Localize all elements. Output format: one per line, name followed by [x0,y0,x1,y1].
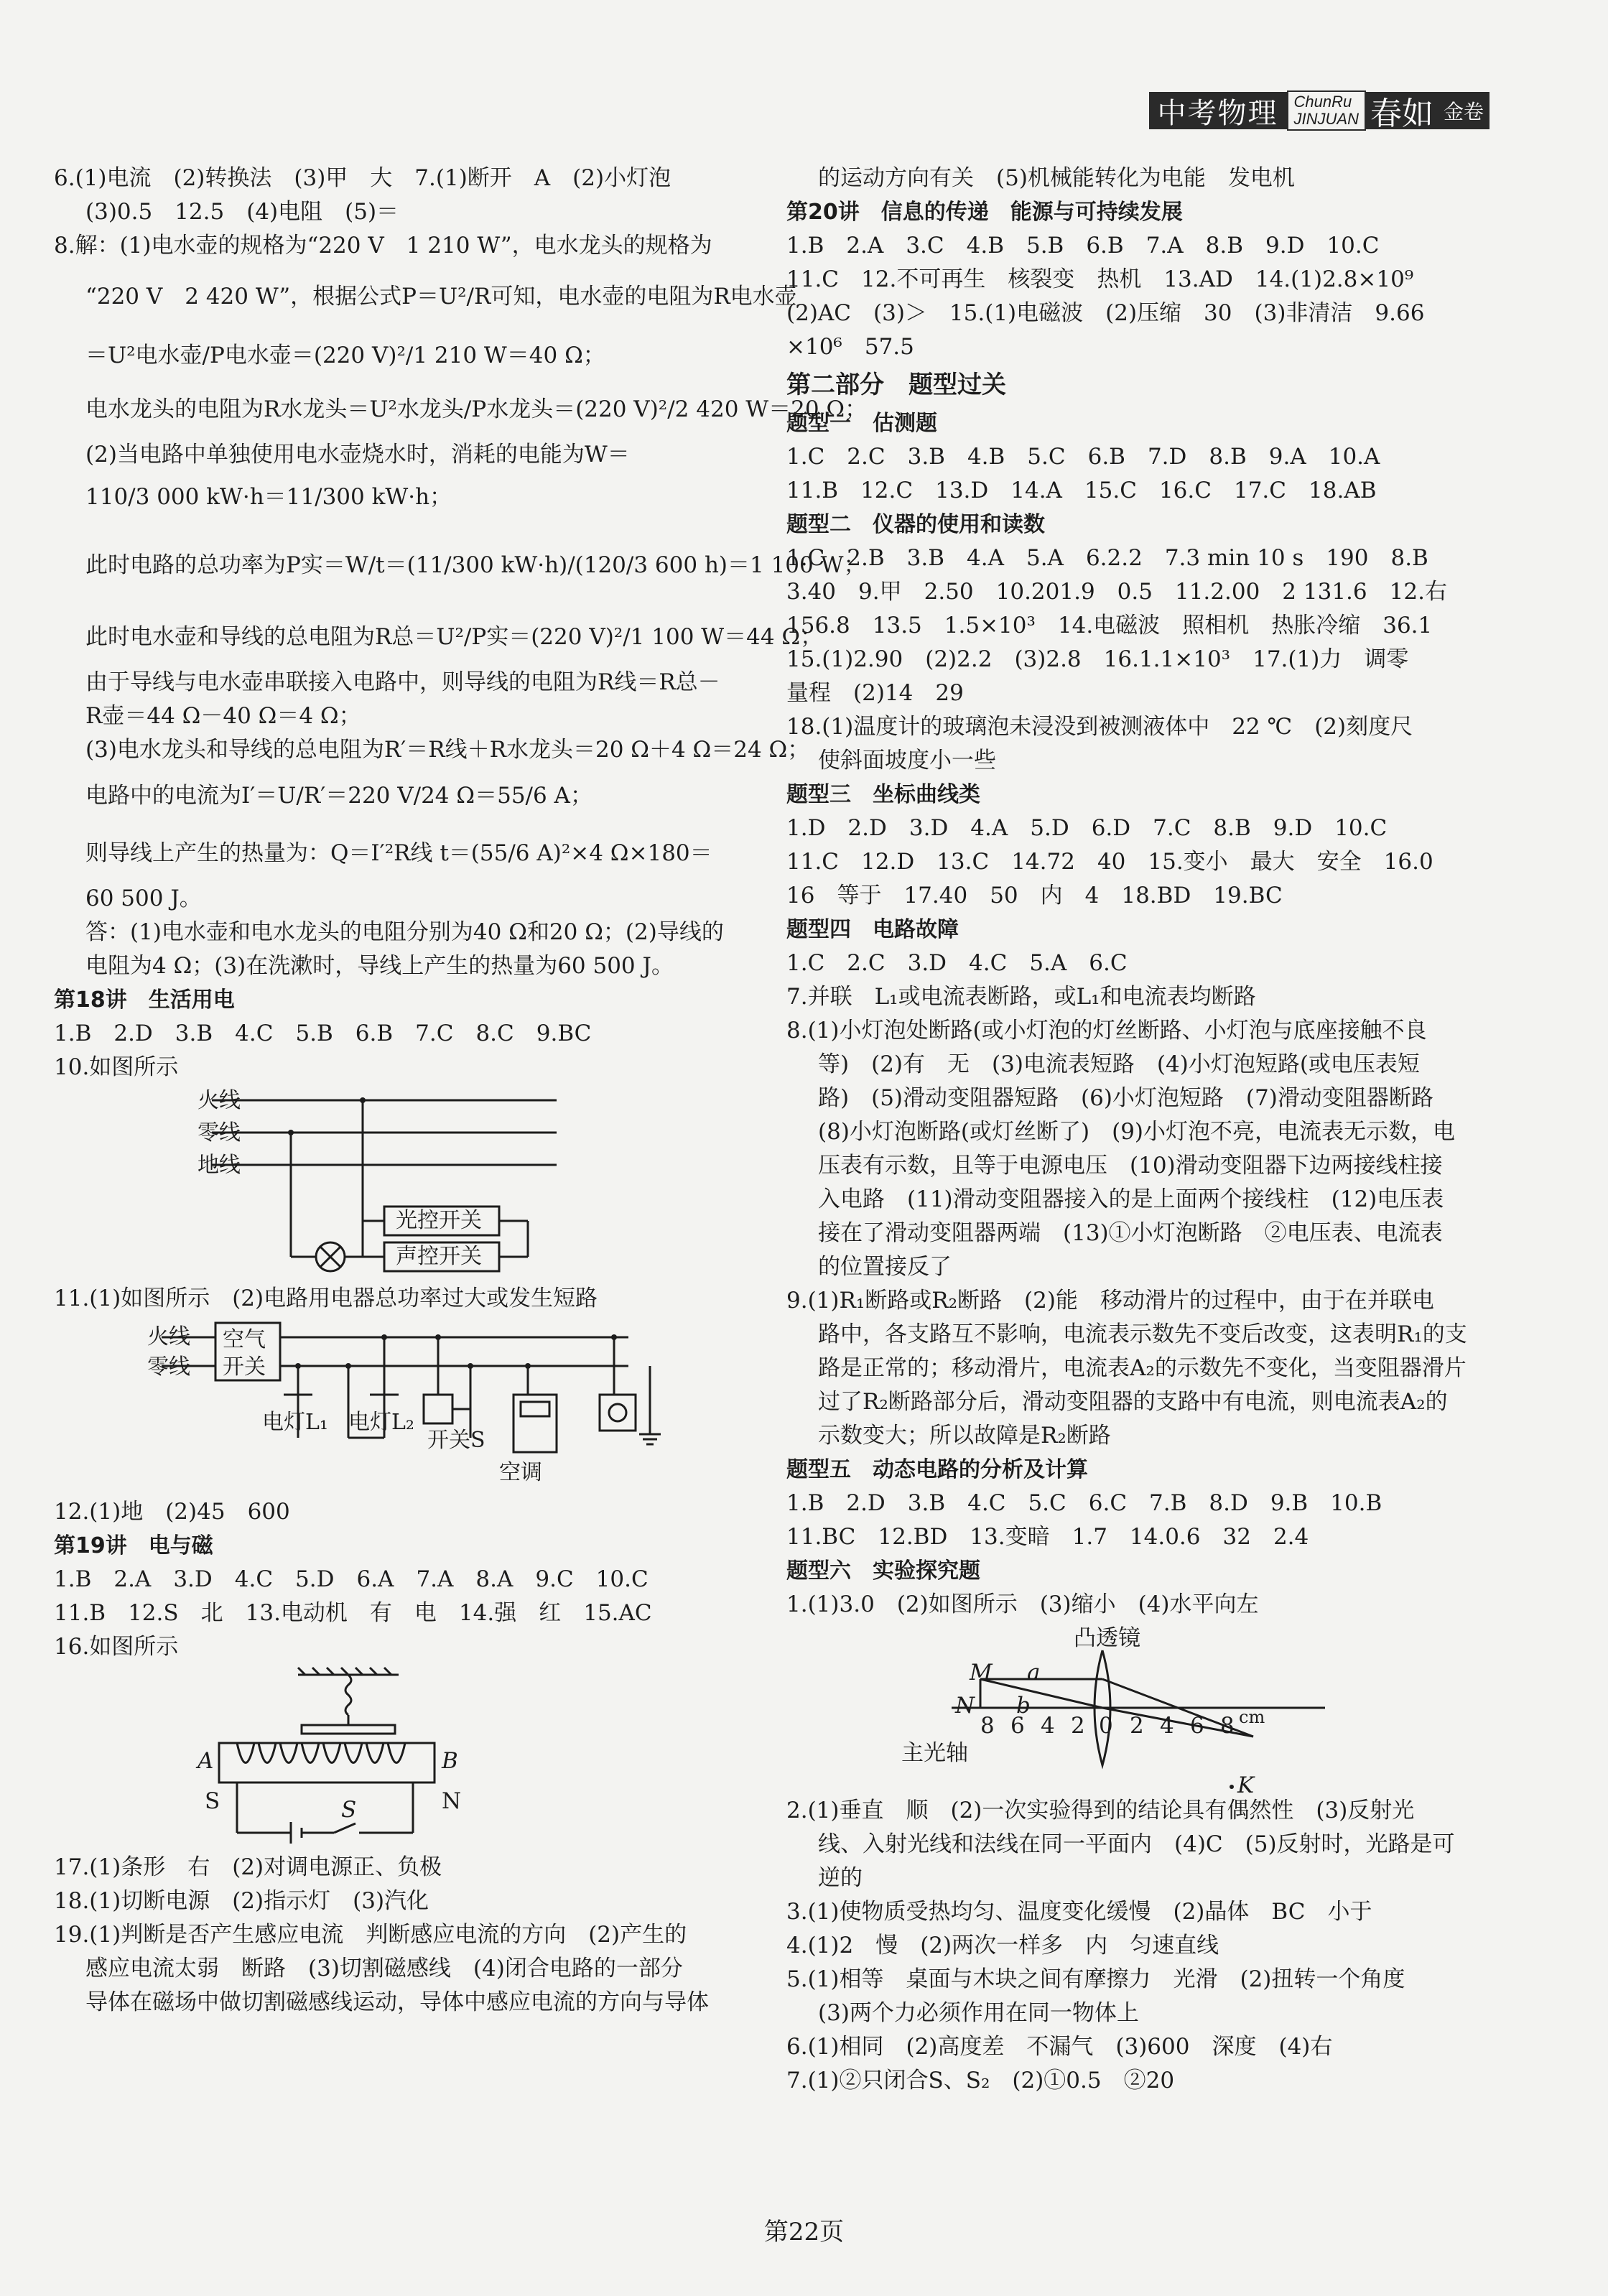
answer-line: 12.(1)地 (2)45 600 [54,1499,290,1525]
ray-a-label: a [1027,1660,1041,1686]
answer-line: 11.BC 12.BD 13.变暗 1.7 14.0.6 32 2.4 [786,1524,1309,1550]
answer-line: “220 V 2 420 W”，根据公式P＝U²/R可知，电水壶的电阻为R电水壶 [85,284,797,310]
answer-line: 7.并联 L₁或电流表断路，或L₁和电流表均断路 [786,984,1256,1010]
answer-line: 2.(1)垂直 顺 (2)一次实验得到的结论具有偶然性 (3)反射光 [786,1798,1415,1823]
answer-line: 的运动方向有关 (5)机械能转化为电能 发电机 [818,165,1295,191]
answer-line: 1.B 2.D 3.B 4.C 5.B 6.B 7.C 8.C 9.BC [54,1021,592,1046]
answer-line: 电路中的电流为I′＝U/R′＝220 V/24 Ω＝55/6 A； [85,783,592,809]
answer-line: 17.(1)条形 右 (2)对调电源正、负极 [54,1854,442,1880]
answer-line: 5.(1)相等 桌面与木块之间有摩擦力 光滑 (2)扭转一个角度 [786,1966,1405,1992]
answer-line: 则导线上产生的热量为：Q＝I′²R线 t＝(55/6 A)²×4 Ω×180＝ [85,840,712,866]
answer-line: 逆的 [818,1865,863,1891]
part-two-title: 第二部分 题型过关 [786,371,1006,399]
neutral-wire-label: 零线 [147,1354,190,1380]
lens-figure [786,1622,1433,1798]
switch-s-label: 开关S [427,1428,485,1453]
answer-line: 11.C 12.D 13.C 14.72 40 15.变小 最大 安全 16.0 [786,849,1433,875]
tick-label: 4 [1160,1713,1174,1739]
answer-line: 路) (5)滑动变阻器短路 (6)小灯泡短路 (7)滑动变阻器断路 [818,1085,1433,1111]
end-b-label: B [442,1748,458,1774]
answer-line: 入电路 (11)滑动变阻器接入的是上面两个接线柱 (12)电压表 [818,1186,1444,1212]
socket-box [600,1395,636,1431]
answer-line: 1.C 2.C 3.B 4.B 5.C 6.B 7.D 8.B 9.A 10.A [786,444,1380,470]
ray-b-label: b [1016,1693,1031,1719]
answer-line: 16 等于 17.40 50 内 4 18.BD 19.BC [786,883,1283,908]
neutral-wire-label: 零线 [197,1120,241,1145]
answer-line: 答：(1)电水壶和电水龙头的电阻分别为40 Ω和20 Ω；(2)导线的 [85,919,724,945]
page-number: 第22页 [763,2218,845,2246]
type-1-title: 题型一 估测题 [786,411,937,436]
answer-line: 路是正常的；移动滑片，电流表A₂的示数先不变化，当变阻器滑片 [818,1355,1467,1381]
junction-dot [381,1334,387,1340]
tick-label: 6 [1010,1713,1025,1739]
answer-line: 电水龙头的电阻为R水龙头＝U²水龙头/P水龙头＝(220 V)²/2 420 W＝20 Ω； [85,396,868,422]
answer-line: 11.(1)如图所示 (2)电路用电器总功率过大或发生短路 [54,1286,598,1311]
type-4-title: 题型四 电路故障 [786,917,959,942]
answer-line: 156.8 13.5 1.5×10³ 14.电磁波 照相机 热胀冷缩 36.1 [786,613,1433,638]
answer-line: 8.(1)小灯泡处断路(或小灯泡的灯丝断路、小灯泡与底座接触不良 [786,1018,1427,1044]
answer-line: 7.(1)②只闭合S、S₂ (2)①0.5 ②20 [786,2068,1175,2093]
answer-line: 1.C 2.C 3.D 4.C 5.A 6.C [786,950,1128,976]
answer-line: 压表有示数，且等于电源电压 (10)滑动变阻器下边两接线柱接 [818,1153,1443,1179]
tick-label: 8 [1220,1713,1235,1739]
answer-line: 电阻为4 Ω；(3)在洗漱时，导线上产生的热量为60 500 J。 [85,953,674,979]
answer-line: 等) (2)有 无 (3)电流表短路 (4)小灯泡短路(或电压表短 [818,1051,1420,1077]
point-n-label: N [955,1693,975,1719]
ac-panel [521,1402,549,1416]
lecture-20-title: 第20讲 信息的传递 能源与可持续发展 [786,200,1183,225]
answer-line: (8)小灯泡断路(或灯丝断了) (9)小灯泡不亮，电流表无示数，电 [818,1119,1456,1145]
unit-label: cm [1239,1707,1265,1727]
subject-label: 中考物理 [1157,96,1278,130]
answer-line: 1.B 2.A 3.C 4.B 5.B 6.B 7.A 8.B 9.D 10.C [786,233,1380,259]
answer-line: 11.B 12.C 13.D 14.A 15.C 16.C 17.C 18.AB [786,478,1377,503]
end-a-label: A [197,1748,214,1774]
junction-dot [435,1334,441,1340]
answer-line: 15.(1)2.90 (2)2.2 (3)2.8 16.1.1×10³ 17.(1)力 调零 [786,646,1409,672]
junction-dot [360,1097,366,1103]
spring [345,1675,351,1715]
figure-10-circuit [54,1084,557,1282]
answer-line: 6.(1)相同 (2)高度差 不漏气 (3)600 深度 (4)右 [786,2034,1333,2060]
junction-dot [288,1130,294,1135]
answer-line: 4.(1)2 慢 (2)两次一样多 内 匀速直线 [786,1933,1219,1958]
answer-line: 3.40 9.甲 2.50 10.201.9 0.5 11.2.00 2 131.6 12.右 [786,579,1447,605]
figure-16-electromagnet [54,1664,557,1851]
lamp-1-label: 电灯L₁ [262,1410,328,1435]
type-3-title: 题型三 坐标曲线类 [786,782,980,807]
answer-line: 感应电流太弱 断路 (3)切割磁感线 (4)闭合电路的一部分 [85,1956,683,1981]
n-pole-label: N [442,1788,462,1814]
right-column [786,162,1512,2098]
answer-line: 路中，各支路互不影响，电流表示数先不变后改变，这表明R₁的支 [818,1321,1467,1347]
logo-chars: 春如 [1370,96,1433,132]
ray-b [980,1679,1102,1708]
socket-hole [609,1404,626,1421]
live-wire-label: 火线 [147,1324,190,1349]
air-switch-label-1: 空气 [223,1327,266,1352]
point-k [1230,1785,1234,1789]
answer-line: 导体在磁场中做切割磁感线运动，导体中感应电流的方向与导体 [85,1989,709,2015]
answer-line: R壶＝44 Ω－40 Ω＝4 Ω； [85,703,361,729]
answer-line: 11.B 12.S 北 13.电动机 有 电 14.强 红 15.AC [54,1600,652,1626]
answer-line: (2)AC (3)＞ 15.(1)电磁波 (2)压缩 30 (3)非清洁 9.66 [786,300,1425,326]
answer-line: 10.如图所示 [54,1054,179,1080]
answer-line: 110/3 000 kW·h＝11/300 kW·h； [85,484,452,510]
junction-dot [525,1363,531,1369]
brand-bottom: JINJUAN [1293,110,1359,128]
figure-16-svg [54,1664,557,1851]
figure-11-circuit [54,1316,700,1495]
answer-line: 此时电水壶和导线的总电阻为R总＝U²/P实＝(220 V)²/1 100 W＝44 Ω； [85,624,823,650]
tick-label: 6 [1190,1713,1204,1739]
ac-label: 空调 [499,1460,542,1485]
point-k-label: K [1237,1772,1255,1798]
type-5-title: 题型五 动态电路的分析及计算 [786,1457,1088,1482]
answer-line: (3)两个力必须作用在同一物体上 [818,2000,1139,2026]
brand-top: ChunRu [1293,93,1352,111]
lecture-19-title: 第19讲 电与磁 [54,1533,213,1558]
answer-line: 过了R₂断路部分后，滑动变阻器的支路中有电流，则电流表A₂的 [818,1389,1448,1415]
answer-line: 接在了滑动变阻器两端 (13)①小灯泡断路 ②电压表、电流表 [818,1220,1443,1246]
lecture-18-title: 第18讲 生活用电 [54,987,235,1013]
junction-dot [468,1363,473,1369]
answer-line: 16.如图所示 [54,1634,179,1660]
answer-line: 的位置接反了 [818,1254,952,1280]
answer-line: 3.(1)使物质受热均匀、温度变化缓慢 (2)晶体 BC 小于 [786,1899,1372,1925]
series-label: 金卷 [1443,100,1484,124]
junction-dot [345,1363,351,1369]
tick-label: 8 [980,1713,995,1739]
answer-line: 量程 (2)14 29 [786,680,964,706]
tick-label: 4 [1041,1713,1055,1739]
coil [237,1743,405,1763]
answer-line: 1.C 2.B 3.B 4.A 5.A 6.2.2 7.3 min 10 s 190 8.B [786,545,1428,571]
type-6-title: 题型六 实验探究题 [786,1558,980,1584]
brand-mark [1287,90,1366,131]
switch-label: S [341,1797,357,1823]
answer-line: 1.B 2.D 3.B 4.C 5.C 6.C 7.B 8.D 9.B 10.B [786,1490,1382,1516]
answer-line: 1.(1)3.0 (2)如图所示 (3)缩小 (4)水平向左 [786,1591,1259,1617]
core [219,1743,434,1783]
lens-label: 凸透镜 [1074,1625,1140,1651]
ground-wire-label: 地线 [197,1153,241,1178]
answer-line: 此时电路的总功率为P实＝W/t＝(11/300 kW·h)/(120/3 600 h)＝1 100 W； [85,552,866,578]
answer-line: 1.D 2.D 3.D 4.A 5.D 6.D 7.C 8.B 9.D 10.C [786,815,1388,841]
answer-line: (2)当电路中单独使用电水壶烧水时，消耗的电能为W＝ [85,442,630,468]
answer-line: ×10⁶ 57.5 [786,334,914,360]
air-switch-label-2: 开关 [223,1354,266,1380]
answer-line: ＝U²电水壶/P电水壶＝(220 V)²/1 210 W＝40 Ω； [85,343,605,368]
answer-line: 线、入射光线和法线在同一平面内 (4)C (5)反射时，光路是可 [818,1831,1455,1857]
s-pole-label: S [205,1788,220,1814]
answer-line: (3)0.5 12.5 (4)电阻 (5)＝ [85,199,399,225]
tick-label: 2 [1071,1713,1085,1739]
answer-line: 由于导线与电水壶串联接入电路中，则导线的电阻为R线＝R总－ [85,669,720,695]
answer-line: (3)电水龙头和导线的总电阻为R′＝R线＋R水龙头＝20 Ω＋4 Ω＝24 Ω； [85,737,810,763]
answer-line: 60 500 J。 [85,886,202,911]
axis-label: 主光轴 [901,1740,968,1766]
answer-line: 示数变大；所以故障是R₂断路 [818,1423,1111,1449]
tick-label: 2 [1130,1713,1144,1739]
live-wire-label: 火线 [197,1088,241,1113]
sound-switch-label: 声控开关 [396,1244,482,1269]
answer-line: 19.(1)判断是否产生感应电流 判断感应电流的方向 (2)产生的 [54,1922,687,1948]
point-m-label: M [970,1660,993,1686]
answer-line: 8.解：(1)电水壶的规格为“220 V 1 210 W”，电水龙头的规格为 [54,233,712,259]
answer-line: 9.(1)R₁断路或R₂断路 (2)能 移动滑片的过程中，由于在并联电 [786,1288,1434,1314]
answer-line: 6.(1)电流 (2)转换法 (3)甲 大 7.(1)断开 A (2)小灯泡 [54,165,671,191]
answer-line: 18.(1)温度计的玻璃泡未浸没到被测液体中 22 ℃ (2)刻度尺 [786,714,1413,740]
answer-line: 11.C 12.不可再生 核裂变 热机 13.AD 14.(1)2.8×10⁹ [786,266,1414,292]
switch-s-box [424,1395,452,1423]
page-header [1149,92,1490,132]
light-switch-label: 光控开关 [396,1208,482,1233]
junction-dot [611,1334,617,1340]
type-2-title: 题型二 仪器的使用和读数 [786,512,1045,537]
answer-line: 1.B 2.A 3.D 4.C 5.D 6.A 7.A 8.A 9.C 10.C [54,1566,649,1592]
tick-label: 0 [1099,1713,1113,1739]
answer-line: 18.(1)切断电源 (2)指示灯 (3)汽化 [54,1888,429,1914]
junction-dot [295,1363,301,1369]
suspended-bar [302,1725,395,1734]
lamp-2-label: 电灯L₂ [348,1410,414,1435]
answer-line: 使斜面坡度小一些 [818,748,996,773]
